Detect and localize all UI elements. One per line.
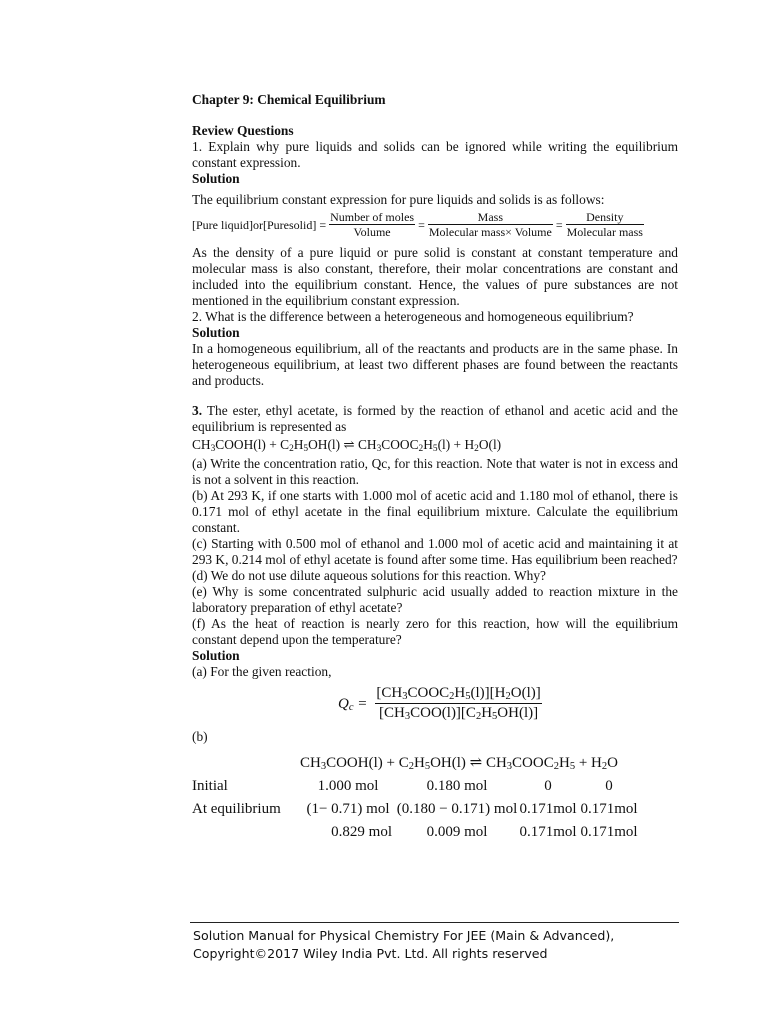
table-row: At equilibrium (1− 0.71) mol (0.180 − 0.171) mol 0.171mol 0.171mol — [192, 800, 638, 817]
ice-header-row — [192, 751, 640, 774]
ice-table — [192, 751, 640, 843]
footer-line-1: Solution Manual for Physical Chemistry For JEE (Main & Advanced), — [193, 928, 615, 943]
q3-part-e: (e) Why is some concentrated sulphuric acid usually added to reaction mixture in the laboratory preparation of ethyl acetate? — [192, 584, 678, 615]
solution-b: (b) — [192, 729, 208, 744]
fraction-mass: $\frac{\text{Mass}}{\text{Molecular mass× Volume}}$ — [428, 210, 552, 239]
q1-intro: The equilibrium constant expression for pure liquids and solids is as follows: — [192, 192, 605, 207]
q3-part-f: (f) As the heat of reaction is nearly zero for this reaction, how will the equilibrium constant depend upon the temperature? — [192, 616, 678, 647]
footer-line-2: Copyright©2017 Wiley India Pvt. Ltd. All rights reserved — [193, 946, 548, 961]
solution-label: Solution — [192, 325, 240, 340]
q3-part-b: (b) At 293 K, if one starts with 1.000 mol of acetic acid and 1.180 mol of ethanol, there is 0.171 mol of ethyl acetate in the final equilibrium mixture. Calculate the equilibrium constant. — [192, 488, 678, 535]
review-heading: Review Questions — [192, 123, 294, 138]
q3-part-a: (a) Write the concentration ratio, Qc, for this reaction. Note that water is not in excess and is not a solvent in this reaction. — [192, 456, 678, 487]
fraction-moles: $\frac{\text{Number of moles}}{\text{Volume}}$ — [330, 210, 415, 239]
eq-lhs: [Pure liquid]or[Puresolid] = — [192, 217, 327, 232]
ice-reaction: $CH_3COOH(l) + C_2H_5OH(l)$ ⇌ $CH_3COOC_2H_5 + H_2O$ — [300, 754, 618, 772]
q2-answer: In a homogeneous equilibrium, all of the reactants and products are in the same phase. In heterogeneous equilibrium, at least two different phases are found between the reactants and products. — [192, 341, 678, 388]
page-content — [192, 92, 678, 843]
solution-a: (a) For the given reaction, — [192, 664, 332, 679]
solution-label: Solution — [192, 648, 240, 663]
solution-label: Solution — [192, 171, 240, 186]
question-1: 1. Explain why pure liquids and solids can be ignored while writing the equilibrium constant expression. — [192, 139, 678, 170]
question-3: 3. The ester, ethyl acetate, is formed by the reaction of ethanol and acetic acid and the equilibrium is represented as — [192, 403, 678, 434]
qc-expression: $Q_c$ = $\frac{[CH_3COOC_2H_5(l)][H_2O(l)]}{[CH_3COO(l)][C_2H_5OH(l)]}$ — [338, 685, 541, 722]
footer-divider — [190, 922, 679, 923]
table-row: Initial 1.000 mol 0.180 mol 0 0 — [192, 777, 613, 794]
density-equation: [Pure liquid]or[Puresolid] = $\frac{\text{Number of moles}}{\text{Volume}}$ = $\frac{\text{Mass}}{\text{Molecular mass× Volume}}$ = $\frac{\text{Density}}{\text{Molecular mass}}$ — [192, 210, 643, 239]
ester-reaction-equation: $CH_3COOH(l) + C_2H_5OH(l)$ ⇌ $CH_3COOC_2H_5(l) + H_2O(l)$ — [192, 437, 502, 454]
table-row: 0.829 mol 0.009 mol 0.171mol 0.171mol — [331, 823, 638, 840]
question-2: 2. What is the difference between a heterogeneous and homogeneous equilibrium? — [192, 309, 634, 324]
chapter-title: Chapter 9: Chemical Equilibrium — [192, 92, 386, 107]
fraction-density: $\frac{\text{Density}}{\text{Molecular mass}}$ — [566, 210, 643, 239]
q1-explanation: As the density of a pure liquid or pure solid is constant at constant temperature and molecular mass is also constant, therefore, their molar concentrations are constant and included into the equilibrium constant. Hence, the values of pure substances are not mentioned in the equilibrium constant expression. — [192, 245, 678, 308]
q3-part-c: (c) Starting with 0.500 mol of ethanol and 1.000 mol of acetic acid and maintaining it at 293 K, 0.214 mol of ethyl acetate is found after some time. Has equilibrium been reached? — [192, 536, 678, 567]
q3-part-d: (d) We do not use dilute aqueous solutions for this reaction. Why? — [192, 568, 546, 583]
footer — [193, 927, 673, 963]
